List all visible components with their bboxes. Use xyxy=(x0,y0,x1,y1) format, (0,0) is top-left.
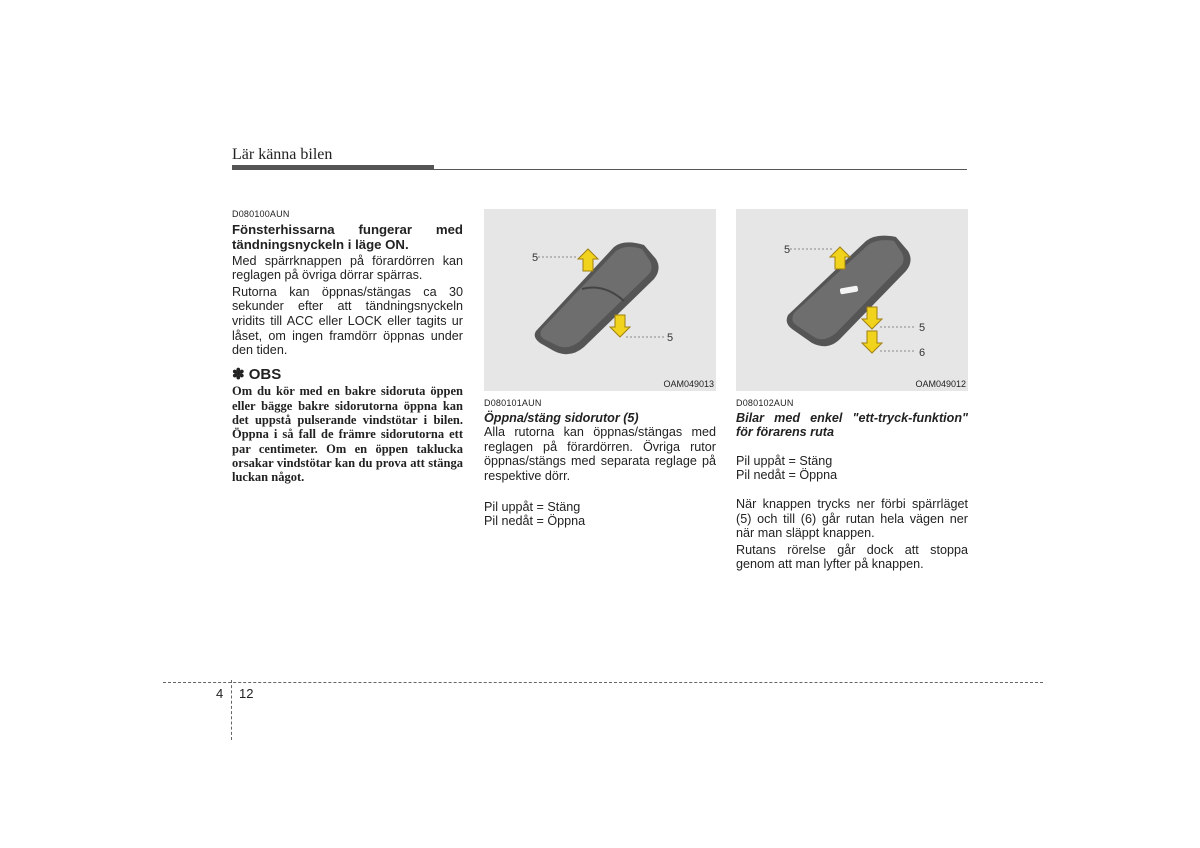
figure-label-top: 5 xyxy=(784,244,791,256)
section-subheading: Bilar med enkel "ett-tryck-funktion" för förarens ruta xyxy=(736,410,968,440)
section-code: D080100AUN xyxy=(232,209,290,219)
column-2 xyxy=(484,396,716,529)
window-switch-illustration xyxy=(484,209,716,391)
arrow-up-text: Pil uppåt = Stäng xyxy=(736,453,833,468)
arrow-up-text: Pil uppåt = Stäng xyxy=(484,499,581,514)
header-accent-bar xyxy=(232,165,434,170)
arrow-down-text: Pil nedåt = Öppna xyxy=(484,514,586,529)
header-rule xyxy=(434,169,967,170)
paragraph: Alla rutorna kan öppnas/stängas med reglagen på förardörren. Övriga rutor öppnas/stängs med separata reglage på respektive dörr. xyxy=(484,425,716,483)
figure-one-touch-switch xyxy=(736,209,968,389)
paragraph: När knappen trycks ner förbi spärrläget (5) och till (6) går rutan hela vägen ner när man släppt knappen. xyxy=(736,496,968,541)
section-code: D080101AUN xyxy=(484,398,542,408)
chapter-number: 4 xyxy=(216,686,224,701)
section-code: D080102AUN xyxy=(736,398,794,408)
figure-window-switch xyxy=(484,209,716,389)
column-1 xyxy=(232,207,463,484)
footer-dashed-divider xyxy=(231,680,232,740)
note-text: Om du kör med en bakre sidoruta öppen eller bägge bakre sidorutorna öppna kan det uppstå pulserande vindstötar i bilen. Öppna i så fall de främre sidorutorna ett par centimeter. Om en öppen taklucka orsakar vindstötar kan du prova att stänga luckan något. xyxy=(232,384,463,485)
paragraph: Med spärrknappen på förardörren kan reglagen på övriga dörrar spärras. xyxy=(232,253,463,283)
page-number: 12 xyxy=(239,686,254,701)
note-title: ✽ OBS xyxy=(232,365,282,383)
paragraph: Rutorna kan öppnas/stängas ca 30 sekunder efter att tändningsnyckeln vridits till ACC eller LOCK eller tagits ur låset, om ingen framdörr öppnas under den tiden. xyxy=(232,284,463,358)
paragraph: Rutans rörelse går dock att stoppa genom att man lyfter på knappen. xyxy=(736,542,968,572)
figure-code: OAM049013 xyxy=(663,379,714,389)
window-switch-svg xyxy=(484,209,716,391)
figure-label-top: 5 xyxy=(532,252,539,264)
page-header-title: Lär känna bilen xyxy=(232,146,333,163)
arrow-down-text: Pil nedåt = Öppna xyxy=(736,468,838,483)
footer-dashed-rule xyxy=(163,682,1043,683)
figure-label-mid: 5 xyxy=(919,322,926,334)
one-touch-switch-svg xyxy=(736,209,968,391)
section-subheading: Öppna/stäng sidorutor (5) xyxy=(484,410,639,425)
column-3 xyxy=(736,396,968,574)
one-touch-switch-illustration xyxy=(736,209,968,391)
figure-label-bottom: 6 xyxy=(919,347,926,359)
figure-code: OAM049012 xyxy=(915,379,966,389)
figure-label-bottom: 5 xyxy=(667,332,674,344)
section-heading: Fönsterhissarna fungerar med tändningsnyckeln i läge ON. xyxy=(232,221,463,252)
